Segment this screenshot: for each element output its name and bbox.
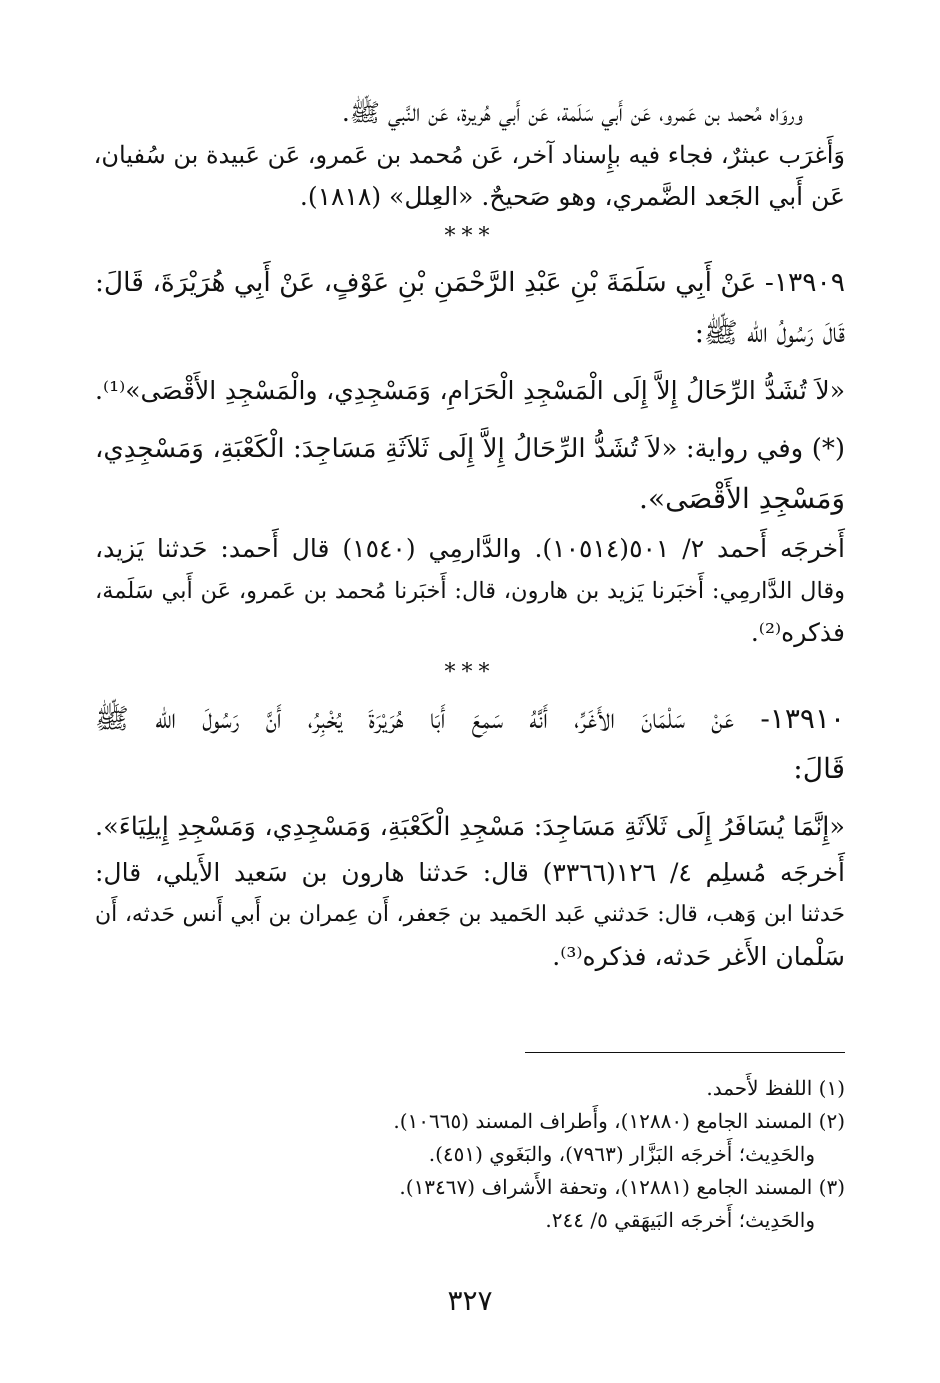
hadith-13909-attribution: قَالَ رَسُولُ الله ﷺ:	[694, 316, 845, 349]
footnote-1: (١) اللفظ لأَحمد.	[706, 1076, 845, 1100]
intro-line-3: عَن أَبي الجَعد الضَّمري، وهو صَحيحٌ. «العِلل» (١٨١٨).	[299, 182, 845, 211]
intro-line-1: وروَاه مُحمد بن عَمرو، عَن أَبي سَلَمة، عَن أَبي هُريرة، عَن النَّبي ﷺ.	[341, 98, 803, 127]
hadith-13909-takhrij-2: وقال الدَّارمِي: أَخبَرنا يَزيد بن هارون، قال: أَخبَرنا مُحمد بن عَمرو، عَن أَبي سَلَمة،	[95, 578, 845, 604]
footnote-3: (٣) المسند الجامع (١٢٨٨١)، وتحفة الأَشراف (١٣٤٦٧).	[399, 1175, 845, 1199]
hadith-13909-header: ١٣٩٠٩- عَنْ أَبِي سَلَمَةَ بْنِ عَبْدِ الرَّحْمَنِ بْنِ عَوْفٍ، عَنْ أَبِي هُرَيْرَةَ، قَالَ:	[95, 267, 845, 298]
footnote-divider	[525, 1052, 845, 1053]
hadith-13910-takhrij-2: حَدثنا ابن وَهب، قال: حَدثني عَبد الحَميد بن جَعفر، أَن عِمران بن أَبي أَنس حَدثه، أَن	[95, 902, 845, 927]
footnote-3-continuation: والحَدِيث؛ أَخرجَه البَيهَقي ٥/ ٢٤٤.	[545, 1208, 815, 1232]
page-number: ٣٢٧	[447, 1284, 493, 1317]
hadith-13910-text: «إِنَّمَا يُسَافَرُ إِلَى ثَلاَثَةِ مَسَاجِدَ: مَسْجِدِ الْكَعْبَةِ، وَمَسْجِدِي، وَمَسْجِدِ إِيلِيَاءَ».	[95, 812, 845, 842]
section-separator: ***	[444, 224, 496, 249]
intro-line-2: وَأَغرَب عبثرٌ، فجاء فيه بإِسناد آخر، عَن مُحمد بن عَمرو، عَن عَبيدة بن سُفيان،	[93, 141, 845, 169]
hadith-13909-variant-end: وَمَسْجِدِ الأَقْصَى».	[639, 482, 845, 515]
footnote-2: (٢) المسند الجامع (١٢٨٨٠)، وأَطراف المسند (١٠٦٦٥).	[393, 1109, 845, 1133]
hadith-13910-attribution: قَالَ:	[793, 752, 845, 785]
main-text	[95, 92, 845, 978]
hadith-13910-takhrij-1: أَخرجَه مُسلِم ٤/ ١٢٦(٣٣٦٦) قال: حَدثنا هارون بن سَعيد الأَيلي، قال:	[95, 858, 845, 887]
hadith-13909-takhrij-3: فذكره⁽²⁾.	[750, 618, 845, 647]
footnote-2-continuation: والحَدِيث؛ أَخرجَه البَزَّار (٧٩٦٣)، والبَغَوي (٤٥١).	[428, 1142, 815, 1166]
section-separator-2: ***	[444, 660, 496, 685]
hadith-13909-takhrij-1: أَخرجَه أَحمد ٢/ ٥٠١(١٠٥١٤). والدَّارمِي (١٥٤٠) قال أَحمد: حَدثنا يَزيد،	[95, 534, 845, 563]
footnotes	[95, 1072, 845, 1237]
hadith-13910-header: ١٣٩١٠- عَنْ سَلْمَانَ الأَغَرِّ، أَنَّهُ سَمِعَ أَبَا هُرَيْرَةَ يُخْبِرُ، أَنَّ رَسُولَ الله ﷺ	[95, 702, 845, 735]
hadith-13910-takhrij-3: سَلْمان الأَغر حَدثه، فذكره⁽³⁾.	[552, 942, 845, 971]
hadith-13909-text: «لاَ تُشَدُّ الرِّحَالُ إِلاَّ إِلَى الْمَسْجِدِ الْحَرَامِ، وَمَسْجِدِي، والْمَسْجِدِ الأَقْصَى»⁽¹⁾.	[95, 376, 845, 405]
hadith-13909-variant: (*) وفي رواية: «لاَ تُشَدُّ الرِّحَالُ إِلاَّ إِلَى ثَلاَثَةِ مَسَاجِدَ: الْكَعْبَةِ، وَمَسْجِدِي،	[95, 434, 845, 464]
